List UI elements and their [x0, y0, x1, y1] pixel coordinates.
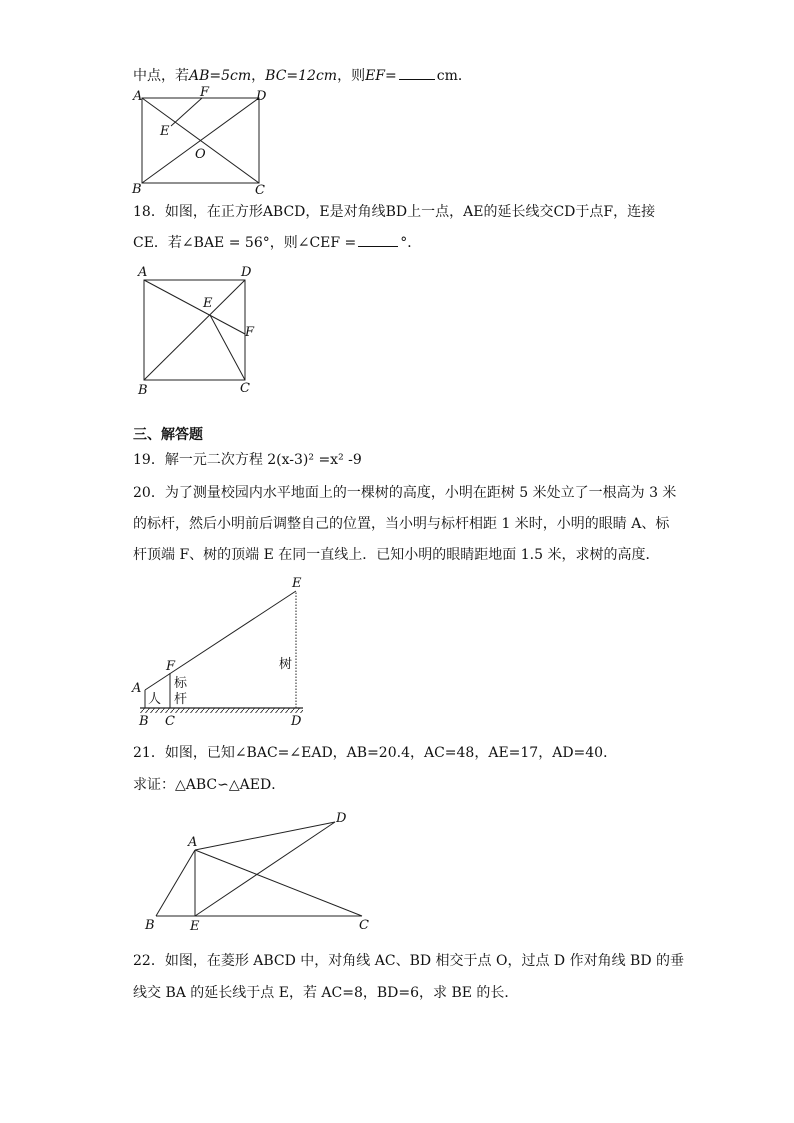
q17-label-b: B [132, 182, 142, 197]
q21-figure [140, 806, 380, 934]
q21-line1: 21．如图，已知∠BAC=∠EAD，AB=20.4，AC=48，AE=17，AD=40． [133, 745, 618, 761]
q21-line2: 求证：△ABC∽△AED． [133, 777, 286, 793]
q20-label-e: E [292, 576, 302, 591]
q17-ef: EF= [365, 68, 397, 84]
q17-segment-fe [171, 98, 202, 126]
q18-label-c: C [240, 381, 250, 396]
q20-line3: 杆顶端 F、树的顶端 E 在同一直线上．已知小明的眼睛距地面 1.5 米，求树的高度． [133, 547, 660, 563]
q20-label-d: D [291, 714, 302, 729]
q21-label-d: D [336, 811, 347, 826]
q22-line2: 线交 BA 的延长线于点 E，若 AC=8，BD=6，求 BE 的长． [133, 985, 519, 1001]
q18-line-af [144, 280, 245, 334]
q17-label-e: E [160, 124, 170, 139]
q20-sight-line [145, 591, 296, 690]
q20-label-pole-2: 杆 [174, 692, 188, 707]
q17-prefix: 中点，若 [133, 68, 189, 84]
q20-label-tree: 树 [279, 657, 293, 672]
q17-answer-blank[interactable] [399, 67, 435, 80]
q22-line1: 22．如图，在菱形 ABCD 中，对角线 AC、BD 相交于点 O，过点 D 作对角线 BD 的垂 [133, 953, 685, 969]
q18-answer-blank[interactable] [358, 234, 398, 247]
q18-label-f: F [245, 325, 255, 340]
q17-label-d: D [256, 89, 267, 104]
q17-bc: BC=12cm [265, 68, 338, 84]
q20-label-b: B [139, 714, 149, 729]
q18-label-d: D [241, 265, 252, 280]
q17-unit: cm． [436, 68, 472, 84]
q18-label-b: B [138, 383, 148, 397]
q21-label-c: C [359, 918, 369, 933]
q17-ab: AB=5cm [189, 68, 252, 84]
q20-label-person: 人 [148, 692, 162, 707]
q21-label-b: B [145, 918, 155, 933]
q20-label-c: C [165, 714, 175, 729]
section-title: 三、解答题 [133, 427, 203, 443]
q20-line1: 20．为了测量校园内水平地面上的一棵树的高度，小明在距树 5 米处立了一根高为 3 米 [133, 485, 677, 501]
q18-figure [132, 262, 267, 397]
q18-line1: 18．如图，在正方形ABCD，E是对角线BD上一点，AE的延长线交CD于点F，连接 [133, 204, 656, 220]
q21-label-e: E [190, 919, 200, 934]
q17-text: 中点，若AB=5cm，BC=12cm，则EF= cm． [133, 68, 472, 84]
q20-label-pole-1: 标 [174, 676, 188, 691]
q20-label-a: A [132, 681, 142, 696]
q18-line2-a: CE．若∠BAE = 56°，则∠CEF = [133, 235, 357, 251]
q21-label-a: A [188, 835, 198, 850]
q17-figure [128, 86, 278, 198]
q18-label-a: A [138, 265, 148, 280]
q19-text: 19．解一元二次方程 2(x-3)² =x² -9 [133, 452, 362, 468]
q17-label-o: O [195, 147, 206, 162]
q18-line2 [133, 233, 421, 253]
q17-ask: 则 [351, 68, 366, 84]
q18-label-e: E [203, 296, 213, 311]
q20-ground-hatch [140, 708, 303, 713]
q17-label-c: C [255, 183, 265, 198]
q21-line-ab [156, 850, 195, 916]
q18-line2-b: °． [400, 235, 422, 251]
q18-diagonal-bd [144, 280, 245, 380]
q17-label-a: A [133, 89, 143, 104]
q20-label-f: F [166, 659, 176, 674]
q20-figure [128, 572, 318, 732]
q17-label-f: F [200, 86, 210, 100]
q20-line2: 的标杆，然后小明前后调整自己的位置，当小明与标杆相距 1 米时，小明的眼睛 A、标 [133, 516, 670, 532]
